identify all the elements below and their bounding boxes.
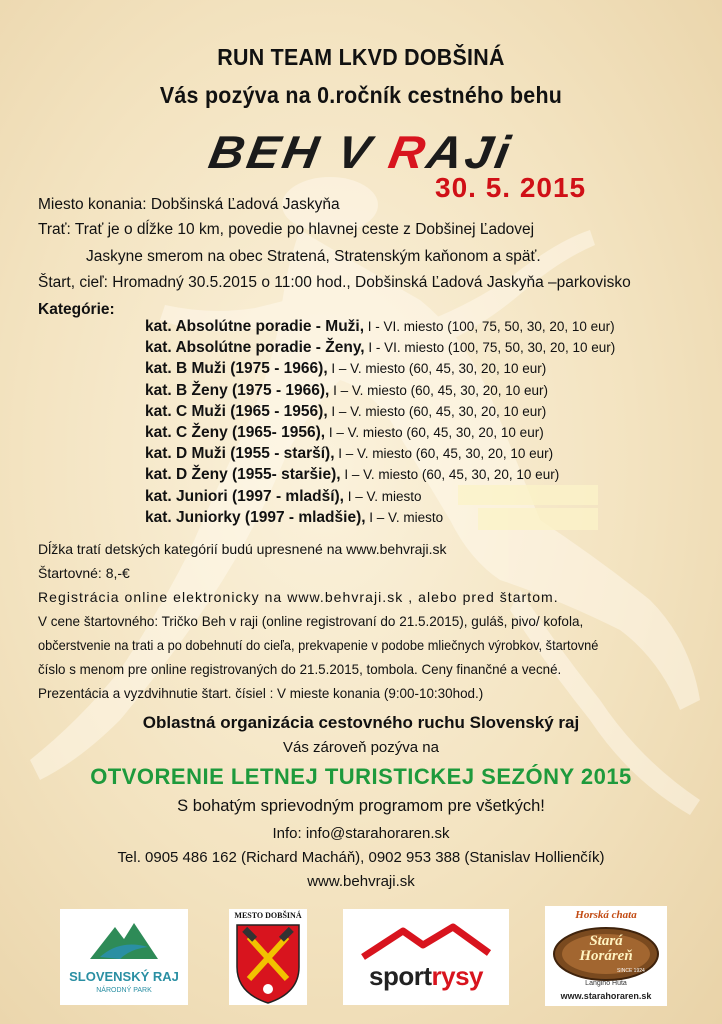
category-prize: I – V. miesto (60, 45, 30, 20, 10 eur) xyxy=(327,403,547,419)
category-name: kat. D Muži (1955 - starší), xyxy=(145,445,335,463)
dobsina-label: MESTO DOBŠINÁ xyxy=(234,911,302,920)
logo-part-2: AJi xyxy=(423,126,517,178)
raj-logo-text: SLOVENSKÝ RAJ xyxy=(69,969,179,984)
website-link[interactable]: www.behvraji.sk xyxy=(307,873,415,890)
chata-since: SINCE 1924 xyxy=(617,968,645,974)
logo-part-1: BEH V xyxy=(205,126,395,178)
fee-includes-line-1: V cene štartovného: Tričko Beh v raji (online registrovaní do 21.5.2015), guláš, pivo/ kofola, xyxy=(38,613,584,629)
category-name: kat. Juniori (1997 - mladší), xyxy=(145,487,344,505)
category-item xyxy=(145,488,615,509)
category-prize: I – V. miesto xyxy=(365,509,444,525)
category-name: kat. Juniorky (1997 - mladšie), xyxy=(145,508,366,526)
fee-includes-line-2: občerstvenie na trati a po dobehnutí do cieľa, prekvapenie v podobe mliečnych výrobkov, štartovné xyxy=(38,637,599,653)
category-name: kat. B Muži (1975 - 1966), xyxy=(145,360,328,378)
event-date: 30. 5. 2015 xyxy=(435,172,587,203)
category-prize: I – V. miesto (60, 45, 30, 20, 10 eur) xyxy=(325,424,544,440)
chata-website[interactable]: www.starahoraren.sk xyxy=(560,991,652,1001)
invitation-line: Vás pozýva na 0.ročník cestného behu xyxy=(159,82,563,108)
track-line-2: Jaskyne smerom na obec Stratená, Stratenským kaňonom a späť. xyxy=(86,248,541,265)
chata-name-line-2: Horáreň xyxy=(579,948,633,964)
category-item xyxy=(145,318,615,339)
category-name: kat. Absolútne poradie - Muži, xyxy=(145,318,365,335)
category-prize: I - VI. miesto (100, 75, 50, 30, 20, 10 eur) xyxy=(364,319,615,334)
category-name: kat. D Ženy (1955- staršie), xyxy=(145,466,341,484)
category-prize: I - VI. miesto (100, 75, 50, 30, 20, 10 eur) xyxy=(364,340,616,356)
stara-horaren-logo xyxy=(545,906,667,1006)
category-item xyxy=(145,339,615,360)
event-logo-title xyxy=(0,125,722,179)
category-prize: I – V. miesto (60, 45, 30, 20, 10 eur) xyxy=(327,361,547,377)
category-item xyxy=(145,445,615,466)
kids-categories-note: Dĺžka tratí detských kategórií budú upresnené na www.behvraji.sk xyxy=(38,541,447,557)
venue-line: Miesto konania: Dobšinská Ľadová Jaskyňa xyxy=(38,196,340,213)
entry-fee: Štartovné: 8,-€ xyxy=(38,565,130,581)
fee-includes-line-3: číslo s menom pre online registrovaných do 21.5.2015, tombola. Ceny finančné a vecné. xyxy=(38,661,562,677)
category-item xyxy=(145,509,615,530)
season-opening-title: OTVORENIE LETNEJ TURISTICKEJ SEZÓNY 2015 xyxy=(90,764,632,789)
category-item xyxy=(145,382,615,403)
slovensky-raj-logo xyxy=(60,909,188,1005)
shield-icon xyxy=(229,923,307,1005)
tourism-org-title: Oblastná organizácia cestovného ruchu Slovenský raj xyxy=(142,713,580,732)
category-list xyxy=(145,318,615,530)
category-prize: I – V. miesto (60, 45, 30, 20, 10 eur) xyxy=(334,446,554,462)
chata-name xyxy=(545,934,667,964)
category-name: kat. C Ženy (1965- 1956), xyxy=(145,423,326,441)
presentation-line: Prezentácia a vyzdvihnutie štart. čísiel : V mieste konania (9:00-10:30hod.) xyxy=(38,685,484,701)
mountain-icon xyxy=(60,909,188,969)
sport-text: sport xyxy=(369,961,432,991)
track-line-1: Trať: Trať je o dĺžke 10 km, povedie po hlavnej ceste z Dobšinej Ľadovej xyxy=(38,221,535,238)
category-prize: I – V. miesto (60, 45, 30, 20, 10 eur) xyxy=(329,382,549,398)
category-item xyxy=(145,360,615,381)
category-prize: I – V. miesto (60, 45, 30, 20, 10 eur) xyxy=(340,467,560,483)
peaks-icon xyxy=(343,923,509,963)
category-name: kat. B Ženy (1975 - 1966), xyxy=(145,381,330,399)
program-line: S bohatým sprievodným programom pre všetkých! xyxy=(177,797,545,815)
chata-place: Langiho Huta xyxy=(585,980,627,987)
contact-phones: Tel. 0905 486 162 (Richard Macháň), 0902 953 388 (Stanislav Hollienčík) xyxy=(117,849,605,866)
categories-label: Kategórie: xyxy=(38,301,115,318)
sportrysy-text xyxy=(343,961,509,992)
category-item xyxy=(145,466,615,487)
chata-name-line-1: Stará xyxy=(589,933,623,949)
dobsina-coat-of-arms xyxy=(229,909,307,1005)
category-prize: I – V. miesto xyxy=(343,488,422,504)
invite-line: Vás zároveň pozýva na xyxy=(283,739,439,756)
raj-logo-subtext: NÁRODNÝ PARK xyxy=(96,987,152,994)
chata-top-text: Horská chata xyxy=(575,909,637,921)
rysy-text: rysy xyxy=(431,961,483,991)
category-name: kat. Absolútne poradie - Ženy, xyxy=(145,339,365,357)
organizer-title: RUN TEAM LKVD DOBŠINÁ xyxy=(217,44,505,70)
category-item xyxy=(145,424,615,445)
registration-line: Registrácia online elektronicky na www.behvraji.sk , alebo pred štartom. xyxy=(38,589,559,605)
contact-email: Info: info@starahoraren.sk xyxy=(272,825,450,842)
category-name: kat. C Muži (1965 - 1956), xyxy=(145,402,328,420)
partner-logos xyxy=(0,906,722,1006)
start-finish-line: Štart, cieľ: Hromadný 30.5.2015 o 11:00 hod., Dobšinská Ľadová Jaskyňa –parkovisko xyxy=(38,274,631,291)
logo-part-red: R xyxy=(385,126,433,178)
category-item xyxy=(145,403,615,424)
sportrysy-logo xyxy=(343,909,509,1005)
